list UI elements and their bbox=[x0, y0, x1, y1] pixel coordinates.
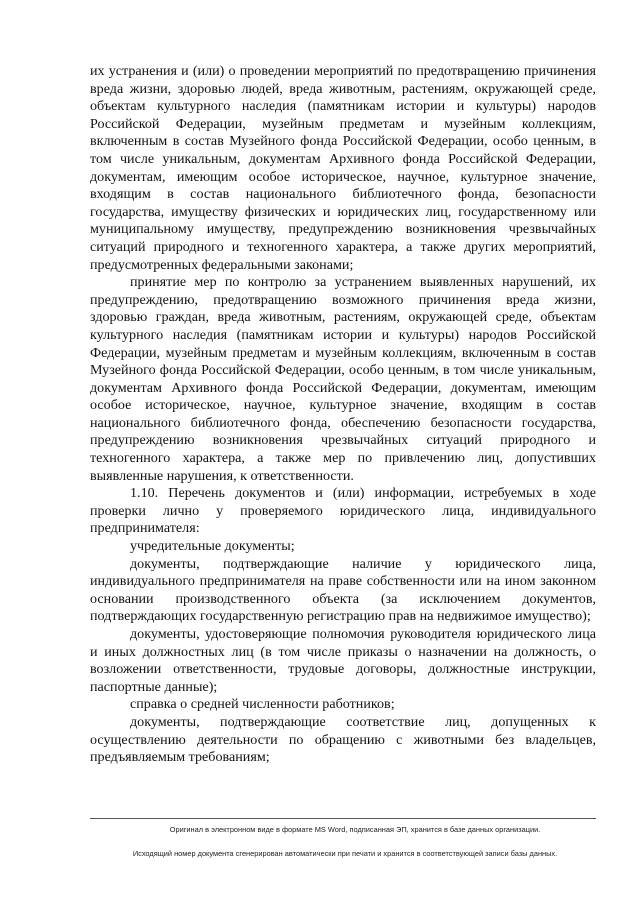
list-item-founding-docs: учредительные документы; bbox=[130, 538, 295, 555]
footer-note-number: Исходящий номер документа сгенерирован автоматически при печати и хранится в соответствующей записи базы данных. bbox=[132, 849, 558, 858]
paragraph-control-measures: принятие мер по контролю за устранением выявленных нарушений, их предупреждению, предотвращению возможного причинения вреда жизни, здоровью граждан, вреда животным, растениям, окружающей среде, объектам культурного наследия (памятникам истории и культуры) народов Российской Федерации, музейным предметам и музейным коллекциям, включенным в состав Музейного фонда Российской Федерации, особо ценным, в том числе уникальным, документам Архивного фонда Российской Федерации, документам, имеющим особое историческое, научное, культурное значение, входящим в состав национального библиотечного фонда, обеспечению безопасности государства, предупреждению возникновения чрезвычайных ситуаций природного и техногенного характера, а также мер по привлечению лиц, допустивших выявленные нарушения, к ответственности. bbox=[90, 274, 596, 484]
list-item-compliance-docs: документы, подтверждающие соответствие лиц, допущенных к осуществлению деятельности по обращению с животными без владельцев, предъявляемым требованиям; bbox=[90, 713, 596, 766]
document-body bbox=[90, 63, 596, 767]
list-item-headcount: справка о средней численности работников; bbox=[130, 696, 395, 713]
paragraph-1-10: 1.10. Перечень документов и (или) информации, истребуемых в ходе проверки лично у проверяемого юридического лица, индивидуального предпринимателя: bbox=[90, 485, 596, 537]
footer-divider bbox=[90, 818, 596, 819]
list-item-ownership-docs: документы, подтверждающие наличие у юридического лица, индивидуального предпринимателя на праве собственности или на ином законном основании производственного объекта (за исключением документов, подтверждающих государственную регистрацию прав на недвижимое имущество); bbox=[90, 555, 596, 625]
list-item-authority-docs: документы, удостоверяющие полномочия руководителя юридического лица и иных должностных лиц (в том числе приказы о назначении на должность, о возложении ответственности, трудовые договоры, должностные инструкции, паспортные данные); bbox=[90, 626, 596, 695]
paragraph-continuation: их устранения и (или) о проведении мероприятий по предотвращению причинения вреда жизни, здоровью людей, вреда животным, растениям, окружающей среде, объектам культурного наследия (памятникам истории и культуры) народов Российской Федерации, музейным предметам и музейным коллекциям, включенным в состав Музейного фонда Российской Федерации, особо ценным, в том числе уникальным, документам Архивного фонда Российской Федерации, документам, имеющим особое историческое, научное, культурное значение, входящим в состав национального библиотечного фонда, безопасности государства, имуществу физических и юридических лиц, государственному или муниципальному имуществу, предупреждению возникновения чрезвычайных ситуаций природного и техногенного характера, а также других мероприятий, предусмотренных федеральными законами; bbox=[90, 63, 596, 273]
footer-note-original: Оригинал в электронном виде в формате MS Word, подписанная ЭП, хранится в базе данных организации. bbox=[169, 825, 541, 834]
